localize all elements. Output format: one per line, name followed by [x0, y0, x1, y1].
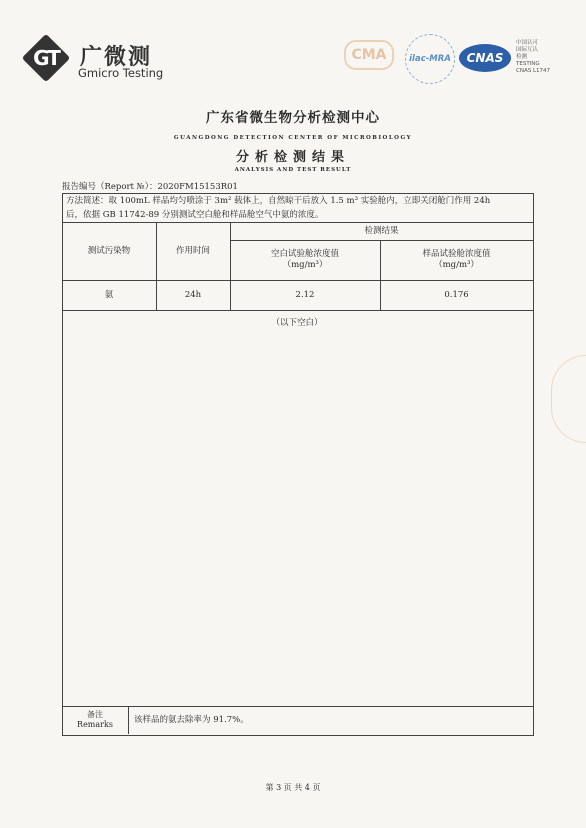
header-blank-line-1: 空白试验舱浓度值 — [270, 249, 339, 259]
blank-below-note: （以下空白） — [271, 317, 323, 328]
table-divider — [128, 706, 129, 734]
report-number: 报告编号（Report №）：2020FM15153R01 — [62, 182, 238, 192]
cnas-icon: CNAS — [459, 44, 511, 72]
table-divider — [62, 310, 533, 311]
remarks-text: 该样品的氨去除率为 91.7%。 — [134, 714, 249, 725]
header-sample-line-2: （mg/m³） — [434, 260, 479, 270]
header-sample-line-1: 样品试验舱浓度值 — [422, 249, 491, 259]
seal-watermark-icon — [551, 355, 586, 443]
row-pollutant: 氨 — [104, 289, 114, 300]
cnas-line-3: 检测 — [516, 54, 528, 60]
header-result: 检测结果 — [364, 225, 399, 236]
header-pollutant: 测试污染物 — [87, 245, 131, 256]
row-blank-value: 2.12 — [295, 289, 315, 300]
ilac-mra-icon: ilac-MRA — [405, 34, 455, 84]
cnas-line-5: CNAS L1747 — [516, 68, 551, 74]
method-description — [66, 194, 532, 222]
remarks-label-en: Remarks — [77, 720, 113, 729]
remarks-label-cn: 备注 — [87, 710, 103, 719]
brand-name-en: Gmicro Testing — [78, 66, 164, 80]
remarks-label — [62, 706, 128, 734]
header-blank-line-2: （mg/m³） — [282, 260, 328, 270]
header-time: 作用时间 — [175, 245, 210, 256]
center-title-cn: 广东省微生物分析检测中心 — [206, 110, 380, 126]
brand-name-cn: 广微测 — [80, 45, 153, 70]
report-title-cn: 分析检测结果 — [235, 150, 350, 165]
cnas-accreditation-text — [516, 40, 550, 75]
row-time: 24h — [184, 289, 202, 300]
method-line-1: 方法简述：取 100mL 样品均匀喷涂于 3m² 载体上，自然晾干后放入 1.5 m³ 实验舱内，立即关闭舱门作用 24h — [66, 196, 491, 206]
cma-seal-icon: CMA — [344, 40, 394, 70]
cnas-line-4: TESTING — [516, 61, 540, 67]
cnas-line-1: 中国认可 — [516, 40, 539, 46]
report-title-en: ANALYSIS AND TEST RESULT — [234, 167, 352, 173]
row-sample-value: 0.176 — [444, 289, 469, 300]
center-title-en: GUANGDONG DETECTION CENTER OF MICROBIOLOGY — [173, 135, 413, 141]
method-line-2: 后，依据 GB 11742-89 分别测试空白舱和样品舱空气中氨的浓度。 — [66, 210, 324, 220]
page-number: 第 3 页 共 4 页 — [265, 783, 321, 792]
header-blank-concentration — [230, 240, 380, 280]
header-sample-concentration — [380, 240, 533, 280]
logo-letters: GT — [33, 46, 59, 70]
cnas-line-2: 国际互认 — [516, 47, 539, 53]
